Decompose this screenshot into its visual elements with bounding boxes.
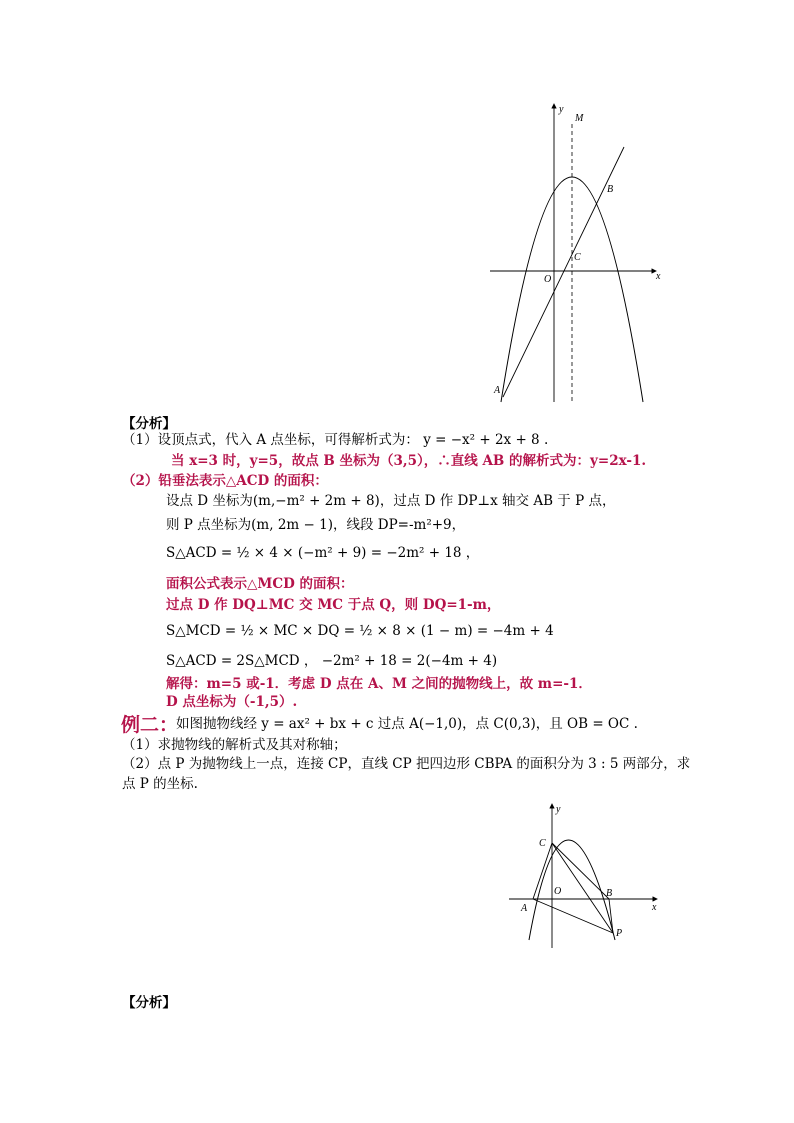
label-y: y [559,104,564,115]
label-c: C [539,838,546,849]
analysis-line-7: 面积公式表示△MCD 的面积： [166,576,354,592]
analysis-line-11: 解得：m=5 或-1．考虑 D 点在 A、M 之间的抛物线上，故 m=-1． [166,676,592,692]
label-c: C [574,252,581,263]
label-a: A [521,903,528,914]
analysis-line-4: 设点 D 坐标为(m,−m² + 2m + 8)，过点 D 作 DP⊥x 轴交 AB 于 P 点， [166,493,616,509]
analysis-line-6: S△ACD = ½ × 4 × (−m² + 9) = −2m² + 18 ， [166,545,480,561]
example-2-problem: 如图抛物线经 y = ax² + bx + c 过点 A(−1,0)，点 C(0,3)，且 OB = OC . [176,716,638,732]
parabola-curve [529,840,615,940]
analysis-header-2: 【分析】 [122,995,176,1011]
example-2-label: 例二： [121,714,179,736]
label-p: P [616,928,623,939]
label-m: M [575,113,584,124]
label-o: O [554,886,562,897]
figure-1-parabola-graph [488,100,668,405]
analysis-line-10: S△ACD = 2S△MCD ， −2m² + 18 = 2(−4m + 4) [166,653,498,669]
label-b: B [606,888,613,899]
label-y: y [556,804,561,815]
analysis-line-8: 过点 D 作 DQ⊥MC 交 MC 于点 Q，则 DQ=1-m， [166,597,501,613]
label-a: A [494,385,501,396]
label-o: O [544,274,552,285]
figure-2-parabola-graph [505,800,665,950]
label-x: x [656,271,661,282]
analysis-header-1: 【分析】 [122,416,176,432]
analysis-line-5: 则 P 点坐标为(m, 2m − 1)，线段 DP=-m²+9， [166,517,466,533]
analysis-line-9: S△MCD = ½ × MC × DQ = ½ × 8 × (1 − m) = −4m + 4 [166,623,554,639]
label-b: B [607,184,614,195]
analysis-line-3: （2）铅垂法表示△ACD 的面积： [122,473,328,489]
analysis-line-1: （1）设顶点式，代入 A 点坐标，可得解析式为： y = −x² + 2x + 8 . [122,432,549,448]
example-2-question-1: （1）求抛物线的解析式及其对称轴； [122,737,347,753]
analysis-line-2: 当 x=3 时，y=5，故点 B 坐标为（3,5），∴直线 AB 的解析式为：y=2x-1. [171,453,647,469]
line-ab [503,147,624,397]
analysis-line-12: D 点坐标为（-1,5）. [166,694,298,710]
segment-ca [533,843,552,899]
label-x: x [652,902,657,913]
example-2-question-2b: 点 P 的坐标. [122,776,198,792]
example-2-question-2a: （2）点 P 为抛物线上一点，连接 CP，直线 CP 把四边形 CBPA 的面积分为 3 : 5 两部分，求 [122,756,691,772]
